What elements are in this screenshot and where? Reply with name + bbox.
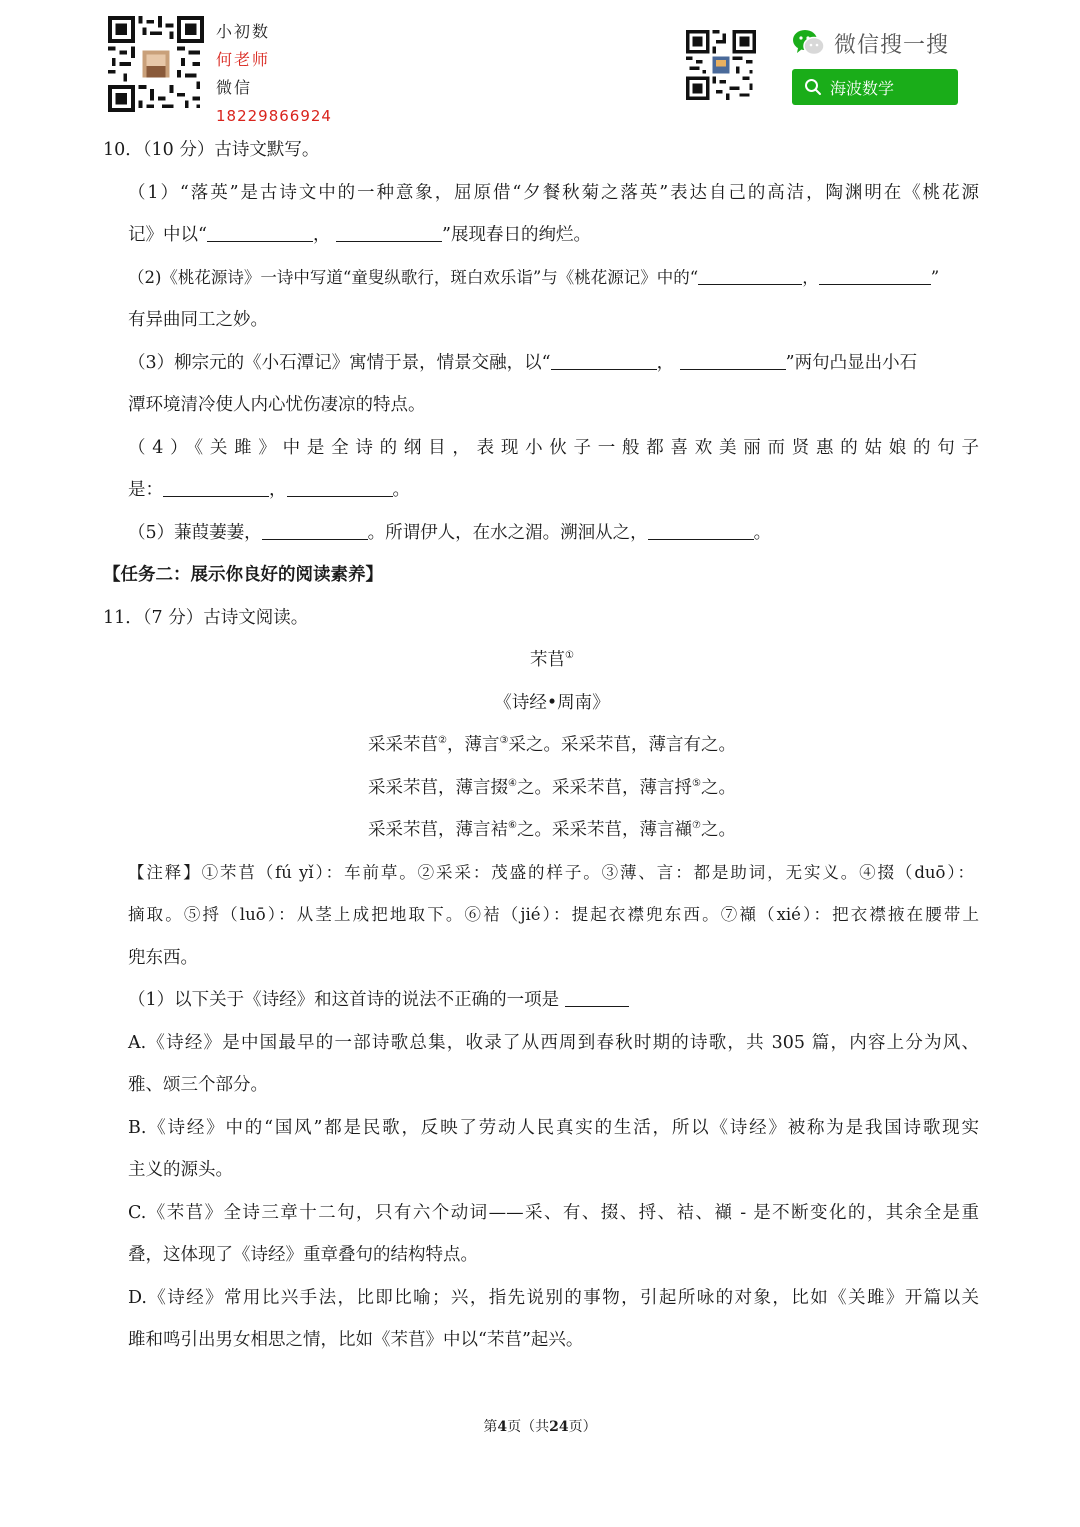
notes-line-1: 【注释】①芣苢（fú yǐ）：车前草。②采采：茂盛的样子。③薄、言：都是助词，无实义。④掇（duō）： [128,863,974,882]
note-marker: ② [438,735,447,746]
poem-line-2 [0,776,1080,800]
answer-blank[interactable] [207,223,313,242]
option-c-line1: C.《芣苢》全诗三章十二句，只有六个动词——采、有、掇、捋、袺、襭 - 是不断变化的，其余全是重 [128,1203,979,1223]
poem-text: 采采芣苢，薄言掇 [368,778,509,798]
task2-heading: 【任务二：展示你良好的阅读素养】 [103,565,383,585]
q10-p1-text-a: 记》中以“ [128,225,207,245]
poem-title-text: 芣苢 [530,650,566,670]
footer-total-pages: 24 [549,1419,569,1435]
poem-source: 《诗经•周南》 [494,693,610,713]
q10-p1-text-b: ， [312,225,331,245]
option-b-line2: 主义的源头。 [128,1160,233,1180]
wechat-search-title: 微信搜一搜 [834,32,950,58]
poem-text: 之。 [700,820,736,840]
poem-text: 之。 [700,778,736,798]
footer-mid: 页（共 [507,1419,550,1435]
answer-blank[interactable] [565,988,629,1007]
contact-info [216,18,336,130]
poem-text: ，薄言 [447,735,500,755]
note-marker: ① [565,650,574,661]
q10-p4-line1: （4）《关雎》中是全诗的纲目，表现小伙子一般都喜欢美丽而贤惠的姑娘的句子 [128,438,979,458]
q10-p2-line2: 有异曲同工之妙。 [128,310,268,330]
q10-p2-text-a: （2)《桃花源诗》一诗中写道“童叟纵歌行，斑白欢乐诣”与《桃花源记》中的“ [128,268,699,287]
q10-p3-text-b: ， [656,353,675,373]
q10-p3-text-a: （3）柳宗元的《小石潭记》寓情于景，情景交融，以“ [128,353,551,373]
q10-p5-text-a: （5）蒹葭萋萋， [128,523,262,543]
poem-text: 之。采采芣苢，薄言襭 [517,820,692,840]
search-icon [804,78,822,96]
note-marker: ⑤ [692,778,701,789]
q10-p5-text-c: 。 [753,523,772,543]
answer-blank[interactable] [819,266,931,285]
wechat-qr-code[interactable] [686,30,756,100]
wechat-search-query: 海波数学 [830,78,895,98]
wechat-search-widget [792,26,962,105]
wechat-search-box[interactable] [792,69,958,105]
poem-line-1 [0,733,1080,757]
q10-heading: 10．（10 分）古诗文默写。 [103,140,320,160]
q10-p3-line1 [128,351,979,375]
page-footer [0,1416,1080,1436]
answer-blank[interactable] [648,521,754,540]
note-marker: ③ [499,735,509,746]
q11-sub1 [128,988,979,1012]
answer-blank[interactable] [551,351,657,370]
q10-p5 [128,521,979,545]
footer-suffix: 页） [568,1419,597,1435]
option-d-line1: D.《诗经》常用比兴手法，比即比喻；兴，指先说别的事物，引起所咏的对象，比如《关雎》开篇以关 [128,1288,979,1308]
q10-p4-text-a: 是： [128,480,163,500]
poem-text: 采之。采采芣苢，薄言有之。 [508,735,736,755]
note-marker: ④ [508,778,517,789]
contact-phone: 18229866924 [216,107,332,125]
option-c-line2: 叠，这体现了《诗经》重章叠句的结构特点。 [128,1245,478,1265]
note-marker: ⑦ [692,820,701,831]
poem-text: 采采芣苢，薄言袺 [368,820,509,840]
q10-p1-line1: （1）“落英”是古诗文中的一种意象，屈原借“夕餐秋菊之落英”表达自己的高洁，陶渊明在《桃花源 [128,183,979,203]
q10-p4-text-c: 。 [392,480,410,500]
q11-heading: 11．（7 分）古诗文阅读。 [103,608,309,628]
q10-p2-text-b: ， [802,268,819,287]
wechat-logo-icon [792,28,826,58]
q10-p1-text-c: ”展现春日的绚烂。 [442,225,591,245]
option-b-line1: B.《诗经》中的“国风”都是民歌，反映了劳动人民真实的生活，所以《诗经》被称为是我国诗歌现实 [128,1118,979,1138]
q10-p2-line1 [128,266,979,290]
q10-p2-text-c: ” [930,268,940,287]
q11-sub1-text: （1）以下关于《诗经》和这首诗的说法不正确的一项是 [128,990,560,1010]
option-a-line1: A.《诗经》是中国最早的一部诗歌总集，收录了从西周到春秋时期的诗歌，共 305 篇，内容上分为风、 [128,1033,979,1053]
answer-blank[interactable] [287,478,393,497]
poem-line-3 [0,818,1080,842]
q10-p4-text-b: ， [269,480,287,500]
q10-p4-line2 [128,478,979,502]
poem-text: 之。采采芣苢，薄言捋 [517,778,692,798]
answer-blank[interactable] [336,223,442,242]
q10-p3-line2: 潭环境清冷使人内心忧伤凄凉的特点。 [128,395,426,415]
option-a-line2: 雅、颂三个部分。 [128,1075,268,1095]
option-d-line2: 雎和鸣引出男女相思之情，比如《芣苢》中以“芣苢”起兴。 [128,1330,584,1350]
answer-blank[interactable] [163,478,269,497]
q10-p3-text-c: ”两句凸显出小石 [785,353,918,373]
answer-blank[interactable] [262,521,368,540]
note-marker: ⑥ [508,820,517,831]
poem-text: 采采芣苢 [368,735,439,755]
notes-line-3: 兜东西。 [128,948,198,968]
q10-p5-text-b: 。所谓伊人，在水之湄。溯洄从之， [367,523,648,543]
footer-prefix: 第 [483,1419,498,1435]
contact-teacher-name: 何老师 [216,50,271,69]
answer-blank[interactable] [698,266,802,285]
poem-title [0,648,1080,672]
footer-page-number: 4 [497,1419,508,1435]
answer-blank[interactable] [680,351,786,370]
contact-qr-code[interactable] [108,16,204,112]
contact-header [108,16,338,125]
contact-line-1: 小初数 [216,22,271,41]
notes-line-2: 摘取。⑤捋（luō）：从茎上成把地取下。⑥袺（jié）：提起衣襟兜东西。⑦襭（xié）：把衣襟掖在腰带上 [128,905,979,924]
contact-line-3: 微信 [216,78,253,97]
q10-p1-line2 [128,223,979,247]
